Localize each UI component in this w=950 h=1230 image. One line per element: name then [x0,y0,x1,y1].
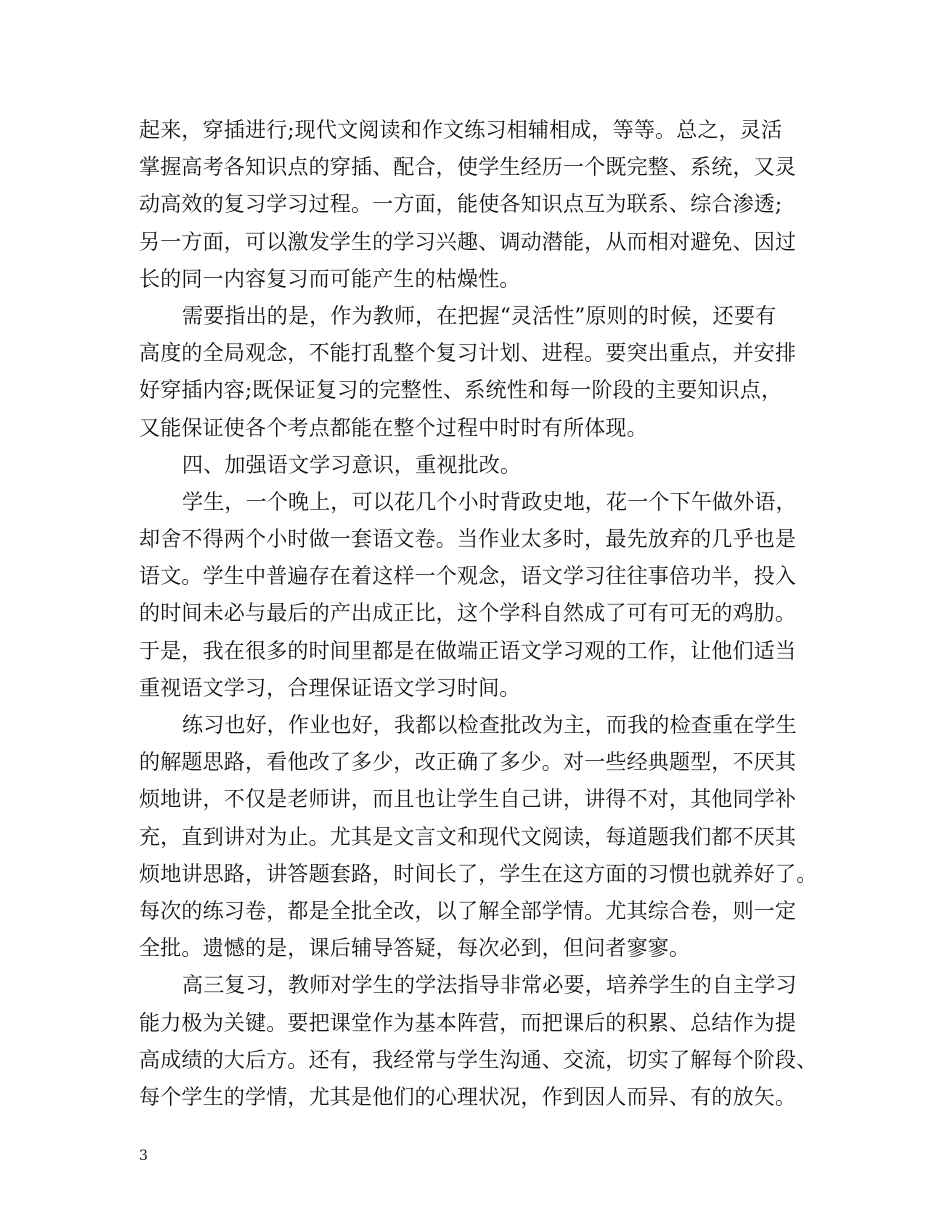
paragraph-first-line: 学生，一个晚上，可以花几个小时背政史地，花一个下午做外语， [182,489,797,514]
text-line: 于是，我在很多的时间里都是在做端正语文学习观的工作，让他们适当 [139,638,797,663]
paragraph-first-line: 练习也好，作业也好，我都以检查批改为主，而我的检查重在学生 [182,713,797,737]
text-line: 另一方面，可以激发学生的学习兴趣、调动潜能，从而相对避免、因过 [139,229,797,254]
text-line: 重视语文学习，合理保证语文学习时间。 [139,675,521,700]
text-line: 的时间未必与最后的产出成正比，这个学科自然成了可有可无的鸡肋。 [139,601,797,626]
text-line: 每个学生的学情，尤其是他们的心理状况，作到因人而异、有的放矢。 [139,1084,797,1109]
paragraph-first-line: 高三复习，教师对学生的学法指导非常必要，培养学生的自主学习 [182,973,797,998]
text-line: 的解题思路，看他改了多少，改正确了多少。对一些经典题型，不厌其 [139,750,797,775]
text-line: 好穿插内容;既保证复习的完整性、系统性和每一阶段的主要知识点， [139,378,783,403]
body-text [139,112,819,1116]
text-line: 又能保证使各个考点都能在整个过程中时时有所体现。 [139,415,648,440]
text-line: 能力极为关键。要把课堂作为基本阵营，而把课后的积累、总结作为提 [139,1010,797,1035]
page-number: 3 [139,1148,148,1164]
section-heading: 四、加强语文学习意识，重视批改。 [182,452,522,477]
text-line: 却舍不得两个小时做一套语文卷。当作业太多时，最先放弃的几乎也是 [139,527,797,552]
text-line: 长的同一内容复习而可能产生的枯燥性。 [139,266,521,291]
text-line: 掌握高考各知识点的穿插、配合，使学生经历一个既完整、系统，又灵 [139,155,797,180]
text-line: 每次的练习卷，都是全批全改，以了解全部学情。尤其综合卷，则一定 [139,898,797,923]
paragraph-first-line: 需要指出的是，作为教师，在把握“灵活性”原则的时候，还要有 [182,303,777,328]
text-line: 烦地讲思路，讲答题套路，时间长了，学生在这方面的习惯也就养好了。 [139,861,818,886]
text-line: 高度的全局观念，不能打乱整个复习计划、进程。要突出重点，并安排 [139,341,797,366]
text-line: 动高效的复习学习过程。一方面，能使各知识点互为联系、综合渗透; [139,192,783,217]
text-line: 充，直到讲对为止。尤其是文言文和现代文阅读，每道题我们都不厌其 [139,824,797,849]
text-line: 烦地讲，不仅是老师讲，而且也让学生自己讲，讲得不对，其他同学补 [139,787,797,812]
text-line: 高成绩的大后方。还有，我经常与学生沟通、交流，切实了解每个阶段、 [139,1047,818,1072]
text-line: 全批。遗憾的是，课后辅导答疑，每次必到，但问者寥寥。 [139,936,691,961]
text-line: 语文。学生中普遍存在着这样一个观念，语文学习往往事倍功半，投入 [139,564,797,589]
text-line: 起来，穿插进行;现代文阅读和作文练习相辅相成，等等。总之，灵活 [139,118,783,142]
